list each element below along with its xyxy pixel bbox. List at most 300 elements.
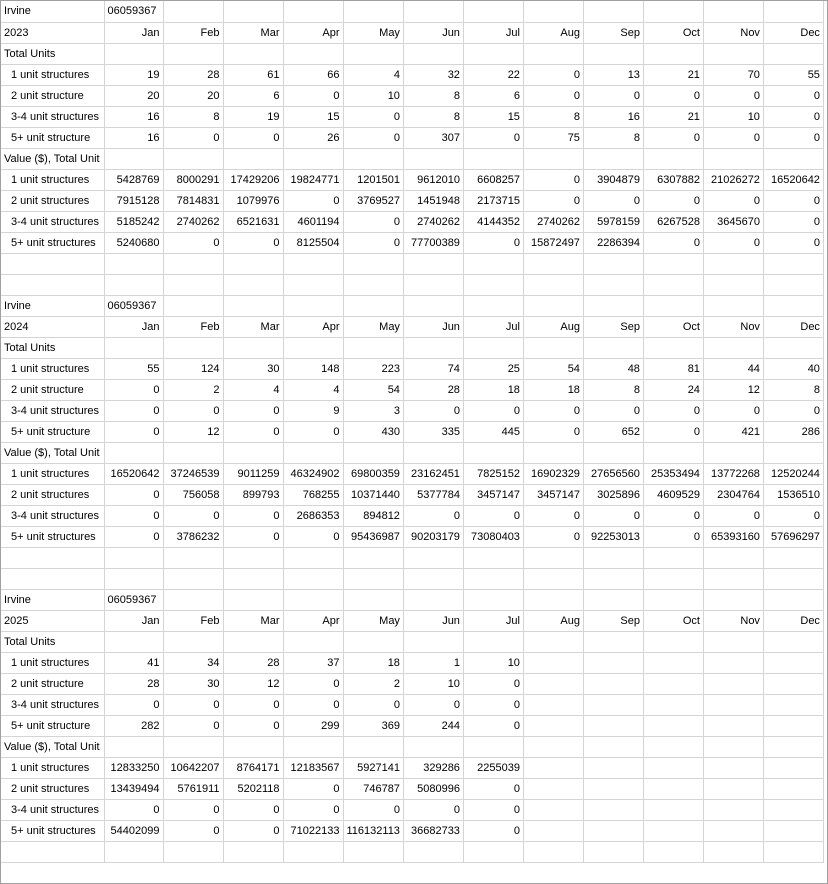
value-cell[interactable]: 13439494 <box>104 778 163 799</box>
month-header-cell[interactable]: Sep <box>583 22 643 43</box>
value-cell[interactable]: 2740262 <box>163 211 223 232</box>
row-label-cell[interactable]: 3-4 unit structures <box>1 799 104 820</box>
value-cell[interactable]: 1451948 <box>403 190 463 211</box>
empty-cell[interactable] <box>763 337 823 358</box>
empty-cell[interactable] <box>1 841 104 862</box>
empty-cell[interactable] <box>703 589 763 610</box>
value-cell[interactable]: 0 <box>283 694 343 715</box>
value-cell[interactable]: 299 <box>283 715 343 736</box>
value-cell[interactable]: 0 <box>223 694 283 715</box>
month-header-cell[interactable]: Apr <box>283 22 343 43</box>
value-cell[interactable] <box>643 799 703 820</box>
value-cell[interactable]: 0 <box>523 505 583 526</box>
empty-cell[interactable] <box>703 43 763 64</box>
row-label-cell[interactable]: 1 unit structures <box>1 757 104 778</box>
value-cell[interactable]: 13772268 <box>703 463 763 484</box>
value-cell[interactable]: 0 <box>643 127 703 148</box>
value-cell[interactable]: 15 <box>463 106 523 127</box>
row-label-cell[interactable]: 2 unit structures <box>1 190 104 211</box>
empty-cell[interactable] <box>703 253 763 274</box>
value-cell[interactable]: 8 <box>763 379 823 400</box>
empty-cell[interactable] <box>643 253 703 274</box>
value-cell[interactable]: 0 <box>104 505 163 526</box>
empty-cell[interactable] <box>403 148 463 169</box>
value-cell[interactable]: 10371440 <box>343 484 403 505</box>
value-cell[interactable]: 0 <box>523 85 583 106</box>
value-cell[interactable] <box>583 799 643 820</box>
value-cell[interactable]: 2686353 <box>283 505 343 526</box>
empty-cell[interactable] <box>223 547 283 568</box>
value-cell[interactable]: 0 <box>403 505 463 526</box>
value-cell[interactable]: 4 <box>223 379 283 400</box>
empty-cell[interactable] <box>403 547 463 568</box>
value-cell[interactable]: 329286 <box>403 757 463 778</box>
empty-cell[interactable] <box>463 568 523 589</box>
month-header-cell[interactable]: Feb <box>163 316 223 337</box>
empty-cell[interactable] <box>763 274 823 295</box>
row-label-cell[interactable]: 3-4 unit structures <box>1 694 104 715</box>
value-cell[interactable]: 756058 <box>163 484 223 505</box>
value-cell[interactable]: 4 <box>283 379 343 400</box>
month-header-cell[interactable]: Oct <box>643 610 703 631</box>
row-label-cell[interactable]: 2 unit structures <box>1 778 104 799</box>
value-cell[interactable] <box>583 673 643 694</box>
value-cell[interactable]: 5377784 <box>403 484 463 505</box>
value-cell[interactable] <box>703 652 763 673</box>
value-cell[interactable]: 90203179 <box>403 526 463 547</box>
month-header-cell[interactable]: Aug <box>523 22 583 43</box>
empty-cell[interactable] <box>223 568 283 589</box>
value-cell[interactable] <box>643 757 703 778</box>
empty-cell[interactable] <box>223 589 283 610</box>
value-cell[interactable]: 0 <box>463 127 523 148</box>
value-cell[interactable]: 10642207 <box>163 757 223 778</box>
month-header-cell[interactable]: Jun <box>403 22 463 43</box>
value-cell[interactable]: 18 <box>523 379 583 400</box>
value-cell[interactable] <box>703 820 763 841</box>
section-label-cell[interactable]: Total Units <box>1 631 104 652</box>
value-cell[interactable] <box>703 778 763 799</box>
value-cell[interactable]: 1 <box>403 652 463 673</box>
value-cell[interactable]: 28 <box>403 379 463 400</box>
city-name-cell[interactable]: Irvine <box>1 589 104 610</box>
empty-cell[interactable] <box>643 442 703 463</box>
value-cell[interactable]: 57696297 <box>763 526 823 547</box>
value-cell[interactable]: 7825152 <box>463 463 523 484</box>
value-cell[interactable]: 16 <box>583 106 643 127</box>
value-cell[interactable]: 421 <box>703 421 763 442</box>
value-cell[interactable]: 0 <box>643 190 703 211</box>
value-cell[interactable]: 7814831 <box>163 190 223 211</box>
value-cell[interactable]: 12520244 <box>763 463 823 484</box>
value-cell[interactable] <box>583 778 643 799</box>
value-cell[interactable]: 0 <box>223 400 283 421</box>
empty-cell[interactable] <box>763 253 823 274</box>
value-cell[interactable]: 48 <box>583 358 643 379</box>
empty-cell[interactable] <box>104 442 163 463</box>
empty-cell[interactable] <box>104 631 163 652</box>
place-code-cell[interactable]: 06059367 <box>104 295 163 316</box>
empty-cell[interactable] <box>104 547 163 568</box>
value-cell[interactable]: 46324902 <box>283 463 343 484</box>
empty-cell[interactable] <box>343 274 403 295</box>
value-cell[interactable]: 0 <box>223 799 283 820</box>
value-cell[interactable]: 95436987 <box>343 526 403 547</box>
month-header-cell[interactable]: Dec <box>763 316 823 337</box>
empty-cell[interactable] <box>703 274 763 295</box>
empty-cell[interactable] <box>703 547 763 568</box>
value-cell[interactable]: 0 <box>523 190 583 211</box>
empty-cell[interactable] <box>463 274 523 295</box>
empty-cell[interactable] <box>703 148 763 169</box>
value-cell[interactable]: 0 <box>283 778 343 799</box>
empty-cell[interactable] <box>643 148 703 169</box>
value-cell[interactable] <box>523 799 583 820</box>
value-cell[interactable]: 5761911 <box>163 778 223 799</box>
value-cell[interactable]: 0 <box>223 232 283 253</box>
value-cell[interactable]: 0 <box>463 505 523 526</box>
empty-cell[interactable] <box>163 148 223 169</box>
empty-cell[interactable] <box>283 274 343 295</box>
empty-cell[interactable] <box>343 736 403 757</box>
value-cell[interactable] <box>583 715 643 736</box>
value-cell[interactable]: 18 <box>463 379 523 400</box>
empty-cell[interactable] <box>283 736 343 757</box>
empty-cell[interactable] <box>523 736 583 757</box>
value-cell[interactable]: 0 <box>583 190 643 211</box>
value-cell[interactable]: 8 <box>583 127 643 148</box>
value-cell[interactable]: 8 <box>403 85 463 106</box>
value-cell[interactable]: 12 <box>163 421 223 442</box>
value-cell[interactable]: 3769527 <box>343 190 403 211</box>
month-header-cell[interactable]: Feb <box>163 610 223 631</box>
value-cell[interactable]: 5202118 <box>223 778 283 799</box>
empty-cell[interactable] <box>583 148 643 169</box>
empty-cell[interactable] <box>163 442 223 463</box>
value-cell[interactable]: 7915128 <box>104 190 163 211</box>
value-cell[interactable]: 0 <box>463 673 523 694</box>
empty-cell[interactable] <box>104 841 163 862</box>
empty-cell[interactable] <box>223 295 283 316</box>
value-cell[interactable] <box>703 673 763 694</box>
empty-cell[interactable] <box>1 253 104 274</box>
value-cell[interactable] <box>763 778 823 799</box>
empty-cell[interactable] <box>523 337 583 358</box>
value-cell[interactable]: 3904879 <box>583 169 643 190</box>
row-label-cell[interactable]: 2 unit structure <box>1 379 104 400</box>
value-cell[interactable]: 0 <box>163 127 223 148</box>
value-cell[interactable]: 0 <box>703 85 763 106</box>
empty-cell[interactable] <box>763 547 823 568</box>
empty-cell[interactable] <box>163 253 223 274</box>
empty-cell[interactable] <box>583 253 643 274</box>
empty-cell[interactable] <box>643 1 703 22</box>
empty-cell[interactable] <box>463 589 523 610</box>
value-cell[interactable]: 71022133 <box>283 820 343 841</box>
value-cell[interactable]: 0 <box>283 421 343 442</box>
empty-cell[interactable] <box>403 589 463 610</box>
year-cell[interactable]: 2025 <box>1 610 104 631</box>
empty-cell[interactable] <box>223 274 283 295</box>
value-cell[interactable]: 6608257 <box>463 169 523 190</box>
empty-cell[interactable] <box>583 337 643 358</box>
value-cell[interactable]: 0 <box>223 127 283 148</box>
empty-cell[interactable] <box>763 148 823 169</box>
value-cell[interactable]: 0 <box>643 505 703 526</box>
value-cell[interactable]: 0 <box>643 421 703 442</box>
row-label-cell[interactable]: 2 unit structure <box>1 673 104 694</box>
empty-cell[interactable] <box>223 442 283 463</box>
value-cell[interactable]: 28 <box>104 673 163 694</box>
empty-cell[interactable] <box>463 337 523 358</box>
value-cell[interactable]: 9612010 <box>403 169 463 190</box>
empty-cell[interactable] <box>223 1 283 22</box>
empty-cell[interactable] <box>343 295 403 316</box>
empty-cell[interactable] <box>403 295 463 316</box>
value-cell[interactable]: 10 <box>703 106 763 127</box>
empty-cell[interactable] <box>1 568 104 589</box>
value-cell[interactable]: 0 <box>703 400 763 421</box>
row-label-cell[interactable]: 5+ unit structure <box>1 127 104 148</box>
section-label-cell[interactable]: Value ($), Total Unit <box>1 148 104 169</box>
month-header-cell[interactable]: Mar <box>223 22 283 43</box>
empty-cell[interactable] <box>583 736 643 757</box>
value-cell[interactable]: 24 <box>643 379 703 400</box>
value-cell[interactable] <box>583 757 643 778</box>
empty-cell[interactable] <box>703 631 763 652</box>
value-cell[interactable]: 0 <box>283 190 343 211</box>
month-header-cell[interactable]: Dec <box>763 610 823 631</box>
value-cell[interactable]: 0 <box>343 127 403 148</box>
empty-cell[interactable] <box>163 547 223 568</box>
value-cell[interactable]: 6267528 <box>643 211 703 232</box>
value-cell[interactable] <box>523 757 583 778</box>
value-cell[interactable]: 3786232 <box>163 526 223 547</box>
value-cell[interactable] <box>643 673 703 694</box>
value-cell[interactable] <box>703 799 763 820</box>
value-cell[interactable]: 0 <box>343 232 403 253</box>
empty-cell[interactable] <box>283 253 343 274</box>
empty-cell[interactable] <box>703 295 763 316</box>
value-cell[interactable]: 9011259 <box>223 463 283 484</box>
empty-cell[interactable] <box>763 736 823 757</box>
month-header-cell[interactable]: Jul <box>463 316 523 337</box>
value-cell[interactable] <box>703 715 763 736</box>
value-cell[interactable]: 5185242 <box>104 211 163 232</box>
value-cell[interactable]: 0 <box>403 799 463 820</box>
value-cell[interactable]: 0 <box>283 526 343 547</box>
value-cell[interactable]: 55 <box>104 358 163 379</box>
empty-cell[interactable] <box>643 43 703 64</box>
value-cell[interactable]: 0 <box>763 400 823 421</box>
empty-cell[interactable] <box>343 841 403 862</box>
value-cell[interactable]: 0 <box>104 484 163 505</box>
value-cell[interactable]: 5428769 <box>104 169 163 190</box>
value-cell[interactable]: 16520642 <box>104 463 163 484</box>
value-cell[interactable] <box>643 694 703 715</box>
empty-cell[interactable] <box>343 568 403 589</box>
empty-cell[interactable] <box>283 442 343 463</box>
empty-cell[interactable] <box>283 1 343 22</box>
value-cell[interactable]: 20 <box>104 85 163 106</box>
empty-cell[interactable] <box>643 631 703 652</box>
value-cell[interactable]: 2740262 <box>523 211 583 232</box>
empty-cell[interactable] <box>283 295 343 316</box>
value-cell[interactable]: 0 <box>523 526 583 547</box>
value-cell[interactable]: 0 <box>703 127 763 148</box>
empty-cell[interactable] <box>403 442 463 463</box>
value-cell[interactable]: 0 <box>343 211 403 232</box>
city-name-cell[interactable]: Irvine <box>1 295 104 316</box>
month-header-cell[interactable]: Apr <box>283 316 343 337</box>
empty-cell[interactable] <box>283 547 343 568</box>
value-cell[interactable]: 92253013 <box>583 526 643 547</box>
value-cell[interactable]: 16 <box>104 106 163 127</box>
value-cell[interactable]: 17429206 <box>223 169 283 190</box>
value-cell[interactable]: 0 <box>463 778 523 799</box>
empty-cell[interactable] <box>163 736 223 757</box>
value-cell[interactable]: 19 <box>223 106 283 127</box>
value-cell[interactable]: 1079976 <box>223 190 283 211</box>
value-cell[interactable]: 4601194 <box>283 211 343 232</box>
empty-cell[interactable] <box>523 442 583 463</box>
value-cell[interactable]: 3645670 <box>703 211 763 232</box>
empty-cell[interactable] <box>463 253 523 274</box>
value-cell[interactable]: 0 <box>523 169 583 190</box>
value-cell[interactable]: 0 <box>463 820 523 841</box>
value-cell[interactable] <box>523 652 583 673</box>
value-cell[interactable]: 0 <box>763 211 823 232</box>
row-label-cell[interactable]: 1 unit structures <box>1 169 104 190</box>
empty-cell[interactable] <box>643 568 703 589</box>
empty-cell[interactable] <box>463 43 523 64</box>
value-cell[interactable]: 44 <box>703 358 763 379</box>
value-cell[interactable]: 27656560 <box>583 463 643 484</box>
value-cell[interactable]: 5978159 <box>583 211 643 232</box>
section-label-cell[interactable]: Value ($), Total Unit <box>1 442 104 463</box>
value-cell[interactable]: 0 <box>583 85 643 106</box>
empty-cell[interactable] <box>104 148 163 169</box>
value-cell[interactable]: 286 <box>763 421 823 442</box>
value-cell[interactable]: 15 <box>283 106 343 127</box>
value-cell[interactable]: 32 <box>403 64 463 85</box>
value-cell[interactable]: 61 <box>223 64 283 85</box>
value-cell[interactable]: 0 <box>104 526 163 547</box>
value-cell[interactable]: 307 <box>403 127 463 148</box>
value-cell[interactable]: 0 <box>283 673 343 694</box>
month-header-cell[interactable]: Mar <box>223 610 283 631</box>
value-cell[interactable]: 28 <box>163 64 223 85</box>
row-label-cell[interactable]: 2 unit structures <box>1 484 104 505</box>
empty-cell[interactable] <box>523 841 583 862</box>
value-cell[interactable]: 3025896 <box>583 484 643 505</box>
empty-cell[interactable] <box>283 568 343 589</box>
empty-cell[interactable] <box>463 631 523 652</box>
value-cell[interactable]: 0 <box>343 799 403 820</box>
value-cell[interactable]: 0 <box>223 421 283 442</box>
value-cell[interactable]: 2740262 <box>403 211 463 232</box>
empty-cell[interactable] <box>283 337 343 358</box>
month-header-cell[interactable]: Jun <box>403 610 463 631</box>
value-cell[interactable]: 66 <box>283 64 343 85</box>
value-cell[interactable]: 8000291 <box>163 169 223 190</box>
value-cell[interactable]: 2 <box>343 673 403 694</box>
month-header-cell[interactable]: May <box>343 316 403 337</box>
empty-cell[interactable] <box>643 736 703 757</box>
empty-cell[interactable] <box>163 568 223 589</box>
empty-cell[interactable] <box>523 253 583 274</box>
value-cell[interactable]: 124 <box>163 358 223 379</box>
empty-cell[interactable] <box>763 43 823 64</box>
value-cell[interactable] <box>763 694 823 715</box>
empty-cell[interactable] <box>583 589 643 610</box>
value-cell[interactable]: 369 <box>343 715 403 736</box>
empty-cell[interactable] <box>703 337 763 358</box>
value-cell[interactable]: 37 <box>283 652 343 673</box>
value-cell[interactable]: 0 <box>104 694 163 715</box>
month-header-cell[interactable]: Dec <box>763 22 823 43</box>
value-cell[interactable] <box>523 820 583 841</box>
month-header-cell[interactable]: Sep <box>583 610 643 631</box>
month-header-cell[interactable]: Feb <box>163 22 223 43</box>
empty-cell[interactable] <box>223 43 283 64</box>
value-cell[interactable]: 0 <box>283 85 343 106</box>
value-cell[interactable]: 0 <box>703 505 763 526</box>
value-cell[interactable]: 6 <box>463 85 523 106</box>
value-cell[interactable]: 3 <box>343 400 403 421</box>
value-cell[interactable]: 0 <box>763 505 823 526</box>
empty-cell[interactable] <box>223 337 283 358</box>
value-cell[interactable]: 12183567 <box>283 757 343 778</box>
empty-cell[interactable] <box>104 274 163 295</box>
empty-cell[interactable] <box>403 43 463 64</box>
empty-cell[interactable] <box>463 148 523 169</box>
value-cell[interactable]: 34 <box>163 652 223 673</box>
empty-cell[interactable] <box>523 547 583 568</box>
value-cell[interactable] <box>643 652 703 673</box>
empty-cell[interactable] <box>763 442 823 463</box>
value-cell[interactable] <box>643 820 703 841</box>
value-cell[interactable]: 69800359 <box>343 463 403 484</box>
month-header-cell[interactable]: Sep <box>583 316 643 337</box>
empty-cell[interactable] <box>463 547 523 568</box>
value-cell[interactable]: 0 <box>223 505 283 526</box>
value-cell[interactable]: 0 <box>763 190 823 211</box>
empty-cell[interactable] <box>643 295 703 316</box>
value-cell[interactable]: 5240680 <box>104 232 163 253</box>
empty-cell[interactable] <box>703 1 763 22</box>
value-cell[interactable]: 746787 <box>343 778 403 799</box>
value-cell[interactable]: 0 <box>643 400 703 421</box>
empty-cell[interactable] <box>104 43 163 64</box>
value-cell[interactable]: 0 <box>104 400 163 421</box>
row-label-cell[interactable]: 5+ unit structure <box>1 715 104 736</box>
value-cell[interactable]: 74 <box>403 358 463 379</box>
value-cell[interactable]: 54402099 <box>104 820 163 841</box>
value-cell[interactable]: 2304764 <box>703 484 763 505</box>
empty-cell[interactable] <box>283 841 343 862</box>
month-header-cell[interactable]: Nov <box>703 610 763 631</box>
value-cell[interactable]: 30 <box>223 358 283 379</box>
value-cell[interactable]: 10 <box>463 652 523 673</box>
empty-cell[interactable] <box>763 589 823 610</box>
row-label-cell[interactable]: 1 unit structures <box>1 64 104 85</box>
empty-cell[interactable] <box>343 547 403 568</box>
value-cell[interactable]: 2 <box>163 379 223 400</box>
value-cell[interactable]: 0 <box>104 421 163 442</box>
value-cell[interactable]: 16 <box>104 127 163 148</box>
value-cell[interactable] <box>643 778 703 799</box>
